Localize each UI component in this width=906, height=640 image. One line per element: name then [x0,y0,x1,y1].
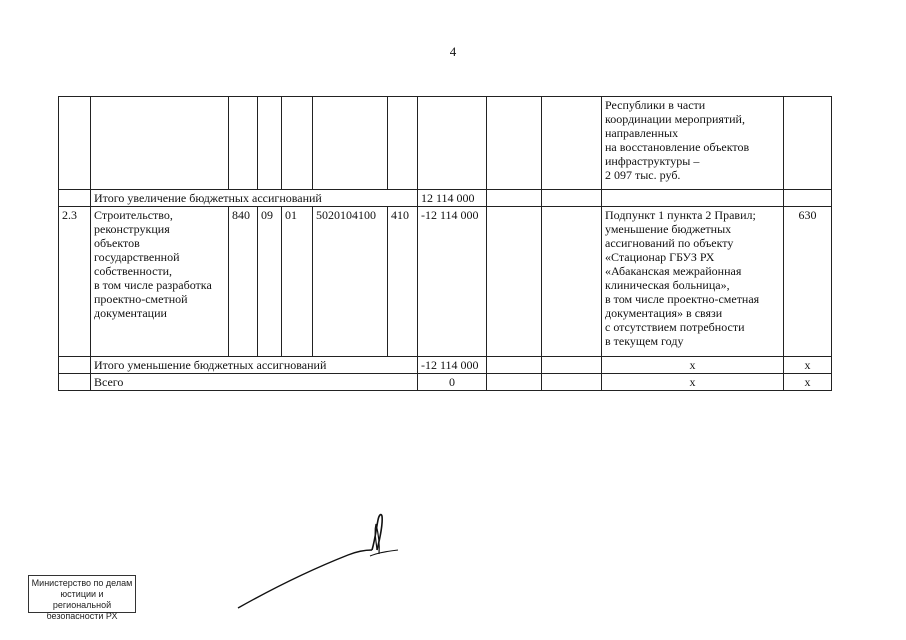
row-number-cell [59,97,91,190]
item-name-cell: Строительство, реконструкция объектов государственной собственности, в том числе разработка проектно-сметной документации [91,207,229,357]
sum-year3-cell [542,97,602,190]
total-decrease-code: x [784,357,832,374]
total-decrease-row [59,357,832,374]
grand-total-sum: 0 [418,374,487,391]
stamp-line: Министерство по делам [31,578,133,588]
ministry-stamp [28,575,136,621]
basis-cell: Подпункт 1 пункта 2 Правил; уменьшение бюджетных ассигнований по объекту «Стационар ГБУЗ РХ «Абаканская межрайонная клиническая больница», в том числе проектно-сметная документация» в связи с отсутствием потребности в текущем году [602,207,784,357]
item-name-cell [91,97,229,190]
table-row [59,207,832,357]
total-decrease-sum: -12 114 000 [418,357,487,374]
section-cell [258,97,282,190]
sum-year1-cell: -12 114 000 [418,207,487,357]
total-increase-code [784,190,832,207]
table-row [59,97,832,190]
grand-total-basis: x [602,374,784,391]
expense-type-cell: 410 [388,207,418,357]
sum-year3-cell [542,207,602,357]
subsection-cell: 01 [282,207,313,357]
basis-code-cell [784,97,832,190]
total-increase-row [59,190,832,207]
subsection-cell [282,97,313,190]
admin-code-cell [229,97,258,190]
grand-total-row [59,374,832,391]
grand-total-label: Всего [91,374,418,391]
grand-total-code: x [784,374,832,391]
budget-allocation-table [58,96,832,391]
admin-code-cell: 840 [229,207,258,357]
basis-cell: Республики в части координации мероприятий, направленных на восстановление объектов инфраструктуры – 2 097 тыс. руб. [602,97,784,190]
row-number-cell: 2.3 [59,207,91,357]
stamp-line: юстиции и региональной [52,589,112,610]
total-increase-basis [602,190,784,207]
handwritten-signature [230,510,400,615]
section-cell: 09 [258,207,282,357]
target-article-cell: 5020104100 [313,207,388,357]
sum-year1-cell [418,97,487,190]
basis-code-cell: 630 [784,207,832,357]
sum-year2-cell [487,97,542,190]
expense-type-cell [388,97,418,190]
page-number: 4 [449,44,457,59]
total-increase-label: Итого увеличение бюджетных ассигнований [91,190,418,207]
total-decrease-basis: x [602,357,784,374]
target-article-cell [313,97,388,190]
sum-year2-cell [487,207,542,357]
total-decrease-label: Итого уменьшение бюджетных ассигнований [91,357,418,374]
stamp-line: безопасности РХ [46,611,118,621]
total-increase-sum: 12 114 000 [418,190,487,207]
